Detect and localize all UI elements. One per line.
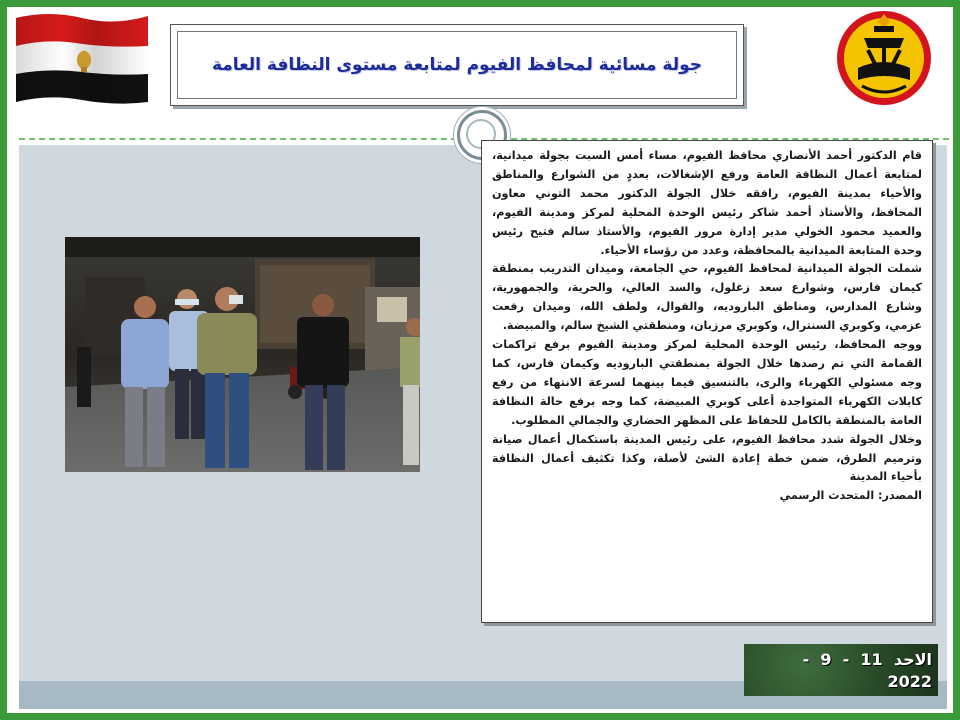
- article-paragraph: قام الدكتور أحمد الأنصاري محافظ الفيوم، مساء أمس السبت بجولة ميدانية، لمتابعة أعمال النظافة العامة ورفع الإشغالات، بعددٍ من الشوارع والمناطق والأحياء بمدينة الفيوم، رافقه خلال الجولة الدكتور محمد التوني معاون المحافظ، والأستاذ أحمد شاكر رئيس الوحدة المحلية لمركز ومدينة الفيوم، والعميد محمود الخولي مدير إدارة مرور الفيوم، والأستاذ سالم فتيح رئيس وحدة المتابعة الميدانية بالمحافظة، وعدد من رؤساء الأحياء.: [492, 149, 922, 257]
- article-box: [481, 140, 933, 623]
- article-paragraph: وخلال الجولة شدد محافظ الفيوم، على رئيس المدينة باستكمال أعمال صيانة وترميم الطرق، ضمن خطة إعادة الشئ لأصلة، وكذا تكثيف أعمال النظافة بأحياء المدينة: [492, 432, 922, 484]
- article-source: المصدر: المتحدث الرسمي: [779, 489, 922, 503]
- title-frame: [177, 31, 737, 99]
- article-paragraph: ووجه المحافظ، رئيس الوحدة المحلية لمركز ومدينة الفيوم برفع تراكمات القمامة التي تم رصدها خلال الجولة بمنطقتي الباروديه وكيمان فارس، كما وجه مسئولي الكهرباء والرى، بالتنسيق فيما بينهما لسرعة الانتهاء من رفع كابلات الكهرباء المتواجدة أعلى كوبري المبيضة، كما وجه برفع حالة النظافة العامة بالمنطقة بالكامل للحفاظ على المظهر الحضاري والجمالي المطلوب.: [492, 338, 922, 427]
- date-year-line: 2022: [887, 672, 932, 691]
- date-plate: [744, 644, 938, 696]
- field-tour-photo: [65, 237, 420, 472]
- article-paragraph: شملت الجولة الميدانية لمحافظ الفيوم، حي الجامعة، وميدان التدريب بمنطقة كيمان فارس، وشوارع سعد زغلول، والسد العالي، والحرية، والجمهورية، وشارع المدارس، ومناطق الباروديه، والفوال، ولطف الله، وميدان رفعت عزمي، وكوبري السنترال، وكوبري مرزبان، ومنطقتي الشيخ سالم، والمبيضة.: [492, 262, 922, 333]
- title-box: [170, 24, 744, 106]
- fayoum-governorate-logo-icon: [834, 8, 934, 108]
- article-body: [492, 147, 922, 506]
- page-title: جولة مسائية لمحافظ الفيوم لمتابعة مستوى النظافة العامة: [211, 55, 703, 75]
- egypt-flag-icon: [16, 12, 148, 104]
- date-day-line: الاحد 11 - 9 -: [802, 650, 932, 669]
